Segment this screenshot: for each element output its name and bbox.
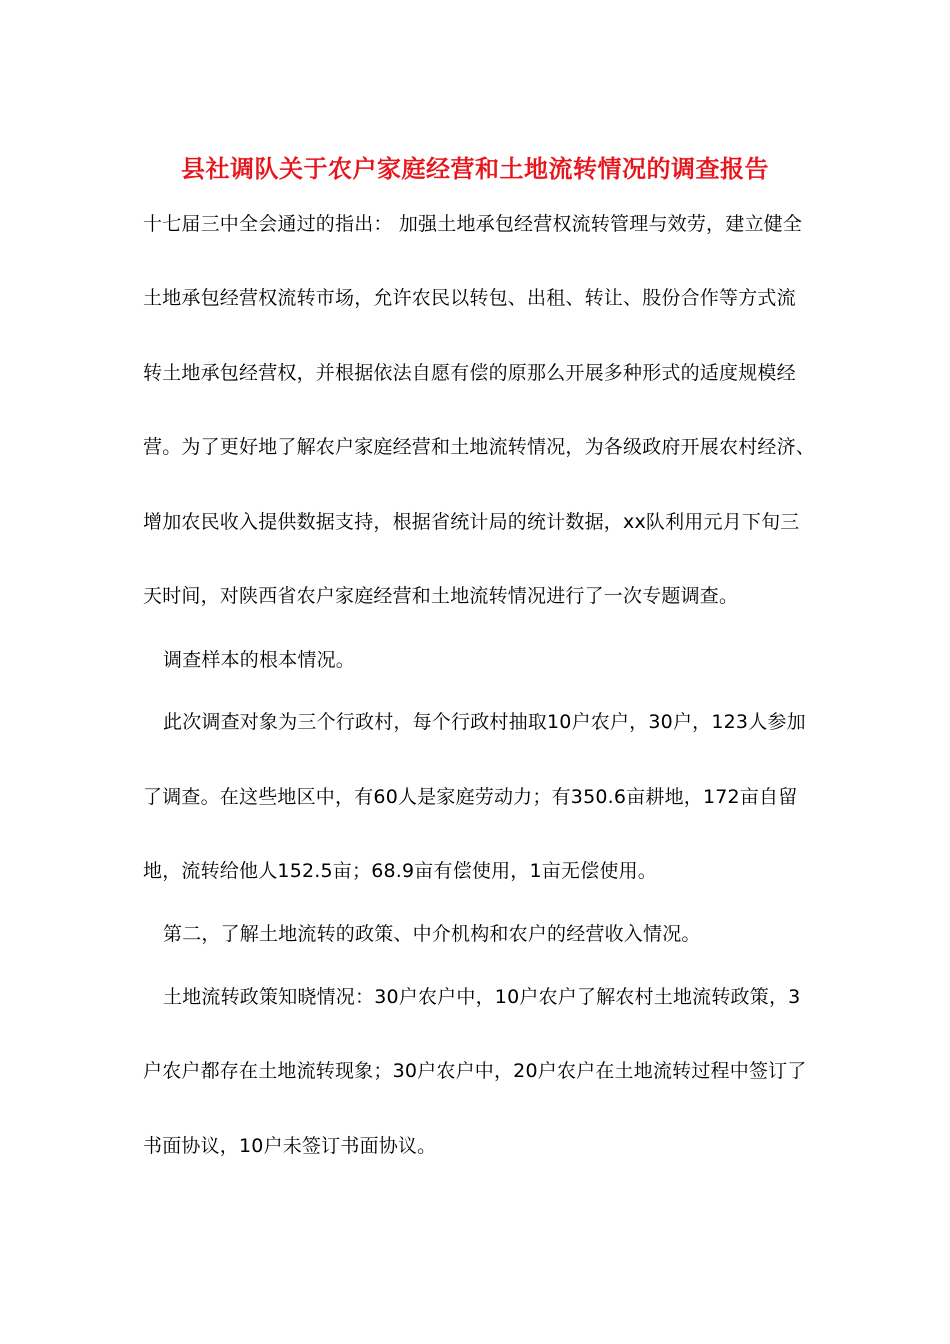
- paragraph-1-line-3: 转土地承包经营权，并根据依法自愿有偿的原那么开展多种形式的适度规模经: [143, 362, 796, 384]
- section-heading-1: 调查样本的根本情况。: [163, 649, 356, 671]
- paragraph-3-line-1: 土地流转政策知晓情况：30户农户中，10户农户了解农村土地流转政策，3: [163, 986, 801, 1008]
- paragraph-1-line-1: 十七届三中全会通过的指出： 加强土地承包经营权流转管理与效劳，建立健全: [143, 213, 803, 235]
- document-title: 县社调队关于农户家庭经营和土地流转情况的调查报告: [181, 154, 769, 183]
- paragraph-3-line-2: 户农户都存在土地流转现象；30户农户中，20户农户在土地流转过程中签订了: [143, 1060, 807, 1082]
- paragraph-1-line-5: 增加农民收入提供数据支持，根据省统计局的统计数据，xx队利用元月下旬三: [143, 511, 800, 533]
- paragraph-1-line-4: 营。为了更好地了解农户家庭经营和土地流转情况，为各级政府开展农村经济、: [143, 436, 816, 458]
- paragraph-2-line-3: 地，流转给他人152.5亩；68.9亩有偿使用，1亩无偿使用。: [143, 860, 657, 882]
- paragraph-1-line-2: 土地承包经营权流转市场，允许农民以转包、出租、转让、股份合作等方式流: [143, 287, 796, 309]
- section-heading-2: 第二，了解土地流转的政策、中介机构和农户的经营收入情况。: [163, 923, 701, 945]
- paragraph-2-line-1: 此次调查对象为三个行政村，每个行政村抽取10户农户，30户，123人参加: [163, 711, 806, 733]
- paragraph-2-line-2: 了调查。在这些地区中，有60人是家庭劳动力；有350.6亩耕地，172亩自留: [143, 786, 798, 808]
- paragraph-3-line-3: 书面协议，10户未签订书面协议。: [143, 1135, 437, 1157]
- paragraph-1-line-6: 天时间，对陕西省农户家庭经营和土地流转情况进行了一次专题调查。: [143, 585, 739, 607]
